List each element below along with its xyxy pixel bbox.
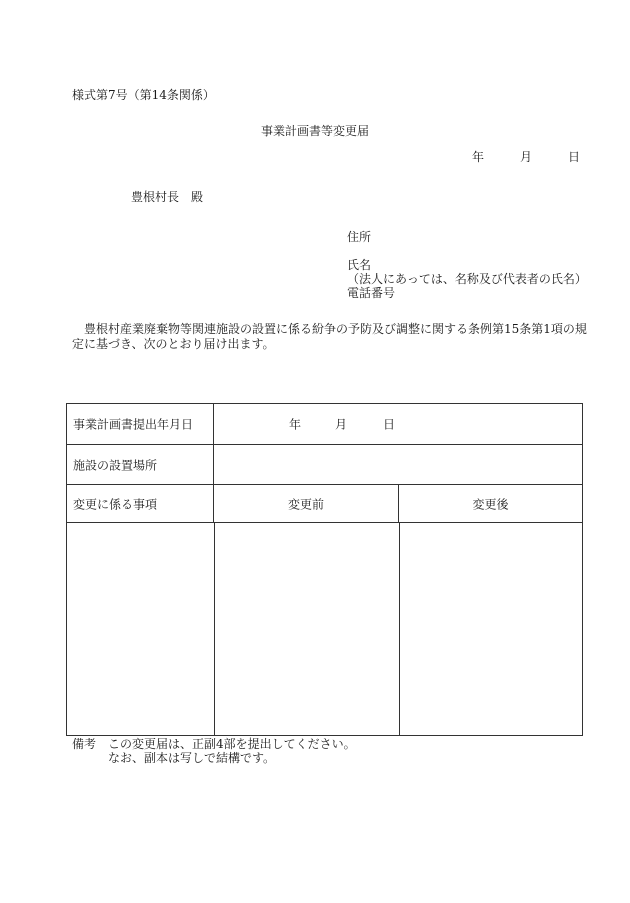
location-label-cell [67, 445, 214, 484]
change-item-label-cell [67, 485, 214, 522]
before-label: 変更前 [287, 497, 324, 511]
location-value-cell[interactable] [214, 445, 582, 484]
submission-year: 年 [289, 417, 302, 432]
name-note: （法人にあっては、名称及び代表者の氏名） [347, 272, 587, 286]
name-label: 氏名 [347, 258, 372, 272]
notes-label: 備考 [72, 737, 97, 751]
after-label: 変更後 [472, 497, 509, 511]
notes-line1: この変更届は、正副4部を提出してください。 [108, 737, 356, 751]
date-day: 日 [568, 150, 581, 164]
after-header-cell [399, 485, 582, 522]
submission-month: 月 [335, 417, 348, 432]
submission-date-label: 事業計画書提出年月日 [73, 417, 194, 432]
table-row-change-header [67, 485, 582, 523]
phone-label: 電話番号 [347, 286, 396, 300]
body-text: 豊根村産業廃棄物等関連施設の設置に係る紛争の予防及び調整に関する条例第15条第1項の規定に基づき、次のとおり届け出ます。 [72, 322, 587, 351]
location-label: 施設の設置場所 [73, 458, 158, 472]
notes [72, 737, 356, 751]
address-label: 住所 [347, 230, 372, 244]
table-row-location [67, 445, 582, 485]
change-item-label: 変更に係る事項 [73, 497, 158, 511]
date-year: 年 [472, 150, 485, 164]
submission-date-value-cell[interactable] [214, 404, 582, 444]
submission-day: 日 [383, 417, 396, 432]
document-title: 事業計画書等変更届 [260, 124, 369, 138]
date-line [472, 150, 580, 164]
submission-date-label-cell [67, 404, 214, 444]
form-number: 様式第7号（第14条関係） [72, 88, 215, 102]
addressee: 豊根村長 殿 [131, 190, 204, 204]
notes-line2: なお、副本は写しで結構です。 [108, 751, 276, 765]
column-divider-1 [214, 523, 215, 735]
before-header-cell [214, 485, 399, 522]
change-form-table [66, 403, 583, 736]
column-divider-2 [399, 523, 400, 735]
date-month: 月 [520, 150, 533, 164]
applicant-block [347, 230, 587, 300]
table-row-submission-date [67, 404, 582, 445]
